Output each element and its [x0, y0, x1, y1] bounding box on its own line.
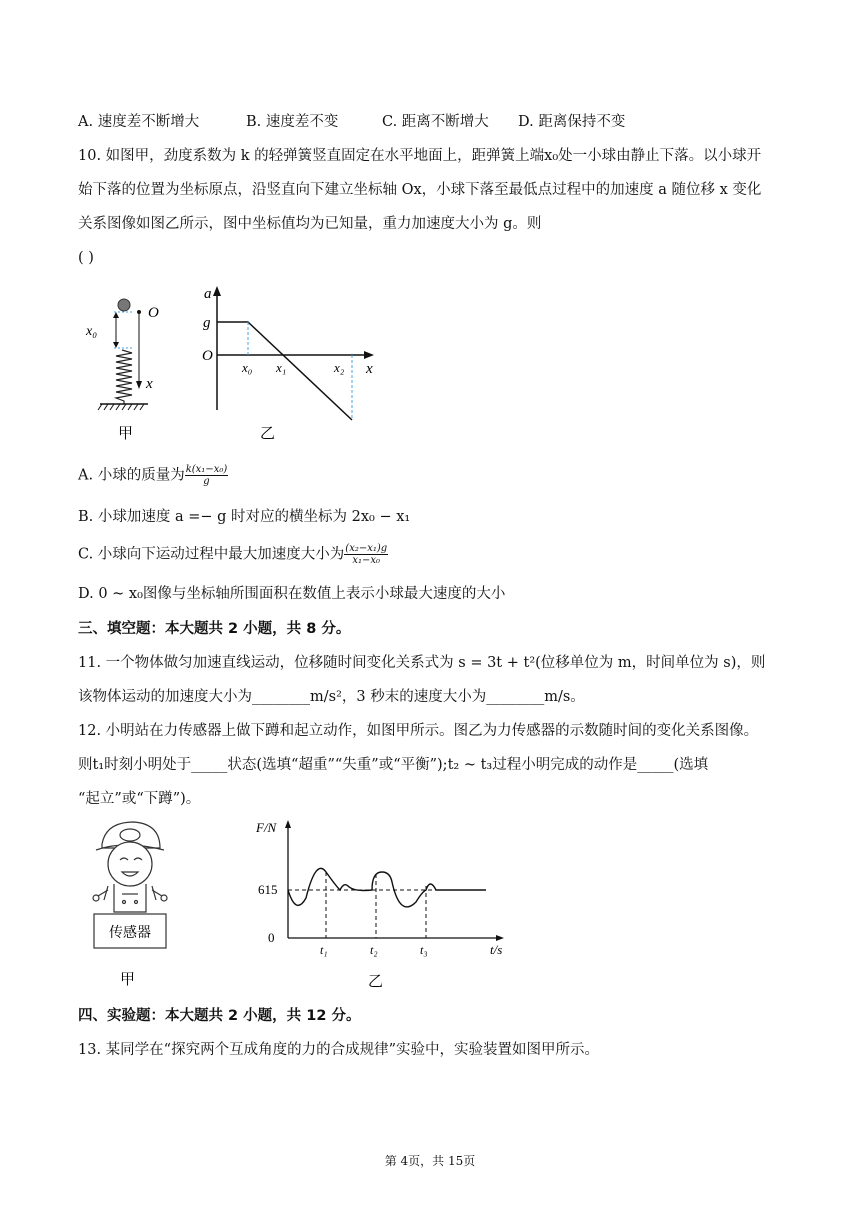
q12-figure-jia — [84, 814, 194, 990]
q10-option-a-text: A. 小球的质量为 — [78, 467, 185, 484]
frac-denominator: x₁−x₀ — [352, 555, 381, 566]
q13-line1: 13. 某同学在“探究两个互成角度的力的合成规律”实验中，实验装置如图甲所示。 — [78, 1042, 599, 1058]
yi-label-x2: x₂ — [334, 360, 345, 375]
q10-stem-line2: 始下落的位置为坐标原点，沿竖直向下建立坐标轴 Ox，小球下落至最低点过程中的加速度 a 随位移 x 变化 — [78, 182, 762, 198]
q10-figure-yi — [196, 280, 386, 450]
yi-label-g: g — [203, 315, 211, 331]
q12-yi-label-t1: t₁ — [320, 943, 328, 957]
frac-numerator: k(x₁−x₀) — [185, 464, 228, 475]
q12-yi-caption: 乙 — [368, 974, 384, 990]
section4-heading: 四、实验题：本大题共 2 小题，共 12 分。 — [78, 1008, 361, 1024]
spring-icon — [116, 350, 132, 404]
q10-stem-line1: 10. 如图甲，劲度系数为 k 的轻弹簧竖直固定在水平地面上，距弹簧上端x₀处一小球由静止下落。以小球开 — [78, 148, 762, 164]
q12-line3: “起立”或“下蹲”)。 — [78, 791, 201, 807]
q10-option-c-text: C. 小球向下运动过程中最大加速度大小为 — [78, 546, 345, 563]
frac-denominator: g — [203, 476, 210, 487]
jia-label-x: x — [146, 376, 153, 392]
jia-label-x0: x₀ — [86, 324, 98, 339]
q10-option-a — [78, 464, 228, 487]
ball-icon — [118, 299, 130, 311]
sensor-label: 传感器 — [109, 926, 151, 941]
q12-figure-yi — [250, 812, 520, 992]
q10-stem-line3: 关系图像如图乙所示，图中坐标值均为已知量，重力加速度大小为 g。则 — [78, 216, 542, 232]
page-footer: 第 4页，共 15页 — [384, 1154, 476, 1168]
q12-yi-label-615: 615 — [258, 882, 278, 897]
jia-label-O: O — [148, 305, 159, 321]
q12-yi-label-F: F/N — [256, 820, 277, 835]
q9-option-d: D. 距离保持不变 — [518, 114, 626, 130]
q12-line2: 则t₁时刻小明处于_____状态(选填“超重”“失重”或“平衡”);t₂ ~ t₃过程小明完成的动作是_____(选填 — [78, 757, 709, 773]
q12-force-curve — [288, 868, 486, 907]
q12-yi-label-t: t/s — [490, 942, 503, 957]
jia-caption: 甲 — [118, 426, 134, 442]
q12-yi-label-t3: t₃ — [420, 943, 428, 957]
q12-yi-label-0: 0 — [268, 930, 275, 945]
q10-figure-jia — [78, 290, 188, 450]
yi-label-a: a — [204, 286, 212, 302]
q9-option-a: A. 速度差不断增大 — [78, 114, 200, 130]
yi-label-O: O — [202, 348, 213, 364]
frac-numerator: (x₂−x₁)g — [345, 543, 388, 554]
section3-heading: 三、填空题：本大题共 2 小题，共 8 分。 — [78, 621, 351, 637]
q11-line1: 11. 一个物体做匀加速直线运动，位移随时间变化关系式为 s = 3t + t²(位移单位为 m，时间单位为 s)，则 — [78, 655, 766, 671]
ground-hatch-icon — [98, 404, 144, 410]
boy-icon — [93, 822, 167, 912]
q12-jia-caption: 甲 — [120, 972, 136, 988]
q10-option-d: D. 0 ~ x₀图像与坐标轴所围面积在数值上表示小球最大速度的大小 — [78, 586, 506, 602]
yi-caption: 乙 — [260, 426, 276, 442]
q12-yi-label-t2: t₂ — [370, 943, 378, 957]
q10-option-c-fraction — [344, 543, 388, 566]
q9-option-c: C. 距离不断增大 — [382, 114, 489, 130]
q10-option-c — [78, 543, 388, 566]
yi-label-x1: x₁ — [276, 360, 287, 375]
q11-line2: 该物体运动的加速度大小为________m/s²，3 秒末的速度大小为________m/s。 — [78, 689, 585, 705]
yi-label-x0: x₀ — [242, 360, 253, 375]
q9-option-b: B. 速度差不变 — [246, 114, 339, 130]
yi-label-x: x — [366, 361, 373, 377]
q12-line1: 12. 小明站在力传感器上做下蹲和起立动作，如图甲所示。图乙为力传感器的示数随时间的变化关系图像。 — [78, 723, 759, 739]
q10-answer-paren: ( ) — [78, 250, 94, 266]
q10-option-a-fraction — [185, 464, 229, 487]
q10-option-b: B. 小球加速度 a =− g 时对应的横坐标为 2x₀ − x₁ — [78, 509, 411, 525]
